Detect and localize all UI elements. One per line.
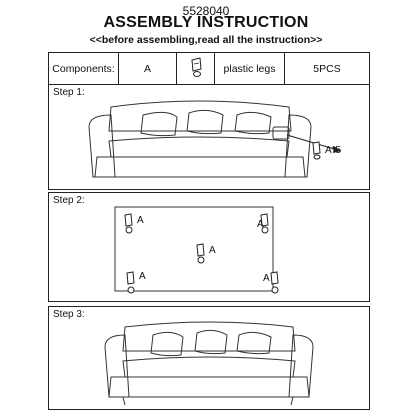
leg-label: A	[209, 245, 216, 256]
step-3-panel	[48, 306, 370, 410]
leg-label: A	[137, 215, 144, 226]
step-2-panel	[48, 192, 370, 302]
step-3-label: Step 3:	[53, 309, 85, 320]
leg-label: A	[139, 271, 146, 282]
step-1-panel	[48, 84, 370, 190]
components-table	[48, 52, 370, 85]
components-label: Components:	[49, 53, 119, 84]
leg-label: A	[263, 273, 270, 284]
component-quantity: 5PCS	[313, 62, 341, 75]
plastic-leg-icon	[177, 53, 215, 84]
page-title: ASSEMBLY INSTRUCTION	[103, 14, 309, 31]
sofa-step1-illustration	[49, 85, 371, 191]
step-1-callout: A*5	[325, 145, 342, 156]
component-part-name: plastic legs	[215, 53, 285, 84]
page-subtitle: <<before assembling,read all the instruction>>	[89, 34, 323, 46]
step-1-label: Step 1:	[53, 87, 85, 98]
step-2-label: Step 2:	[53, 195, 85, 206]
leg-label: A	[257, 219, 264, 230]
product-code: 5528040	[182, 4, 230, 18]
component-part-id: A	[119, 53, 177, 84]
sofa-assembled-illustration	[49, 307, 371, 411]
